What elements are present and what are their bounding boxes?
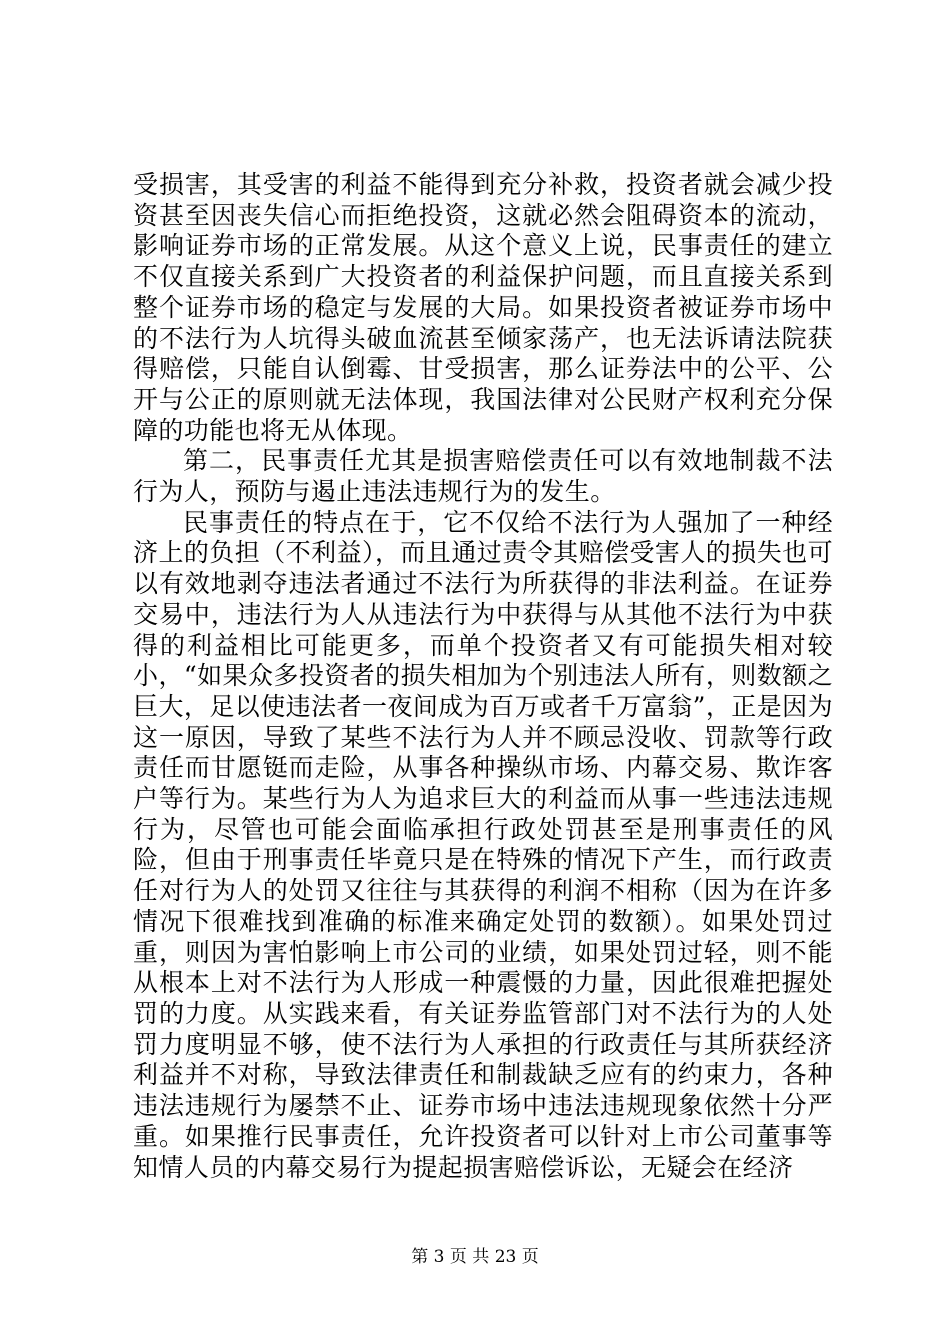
paragraph-civil-liability: 民事责任的特点在于，它不仅给不法行为人强加了一种经济上的负担（不利益），而且通过责令其赔偿受害人的损失也可以有效地剥夺违法者通过不法行为所获得的非法利益。在证券交易中，违法行为人从违法行为中获得与从其他不法行为中获得的利益相比可能更多，而单个投资者又有可能损失相对较小，“如果众多投资者的损失相加为个别违法人所有，则数额之巨大，足以使违法者一夜间成为百万或者千万富翁”，正是因为这一原因，导致了某些不法行为人并不顾忌没收、罚款等行政责任而甘愿铤而走险，从事各种操纵市场、内幕交易、欺诈客户等行为。某些行为人为追求巨大的利益而从事一些违法违规行为，尽管也可能会面临承担行政处罚甚至是刑事责任的风险，但由于刑事责任毕竟只是在特殊的情况下产生，而行政责任对行为人的处罚又往往与其获得的利润不相称（因为在许多情况下很难找到准确的标准来确定处罚的数额）。如果处罚过重，则因为害怕影响上市公司的业绩，如果处罚过轻，则不能从根本上对不法行为人形成一种震慑的力量，因此很难把握处罚的力度。从实践来看，有关证券监管部门对不法行为的人处罚力度明显不够，使不法行为人承担的行政责任与其所获经济利益并不对称，导致法律责任和制裁缺乏应有的约束力，各种违法违规行为屡禁不止、证券市场中违法违规现象依然十分严重。如果推行民事责任，允许投资者可以针对上市公司董事等知情人员的内幕交易行为提起损害赔偿诉讼，无疑会在经济 <box>133 507 833 1182</box>
paragraph-second-point: 第二，民事责任尤其是损害赔偿责任可以有效地制裁不法行为人，预防与遏止违法违规行为的发生。 <box>133 446 833 507</box>
page-footer: 第 3 页 共 23 页 <box>411 1247 539 1267</box>
paragraph-continuation: 受损害，其受害的利益不能得到充分补救，投资者就会减少投资甚至因丧失信心而拒绝投资，这就必然会阻碍资本的流动，影响证券市场的正常发展。从这个意义上说，民事责任的建立不仅直接关系到广大投资者的利益保护问题，而且直接关系到整个证券市场的稳定与发展的大局。如果投资者被证券市场中的不法行为人坑得头破血流甚至倾家荡产，也无法诉请法院获得赔偿，只能自认倒霉、甘受损害，那么证券法中的公平、公开与公正的原则就无法体现，我国法律对公民财产权利充分保障的功能也将无从体现。 <box>133 170 833 445</box>
document-body <box>133 170 833 1183</box>
